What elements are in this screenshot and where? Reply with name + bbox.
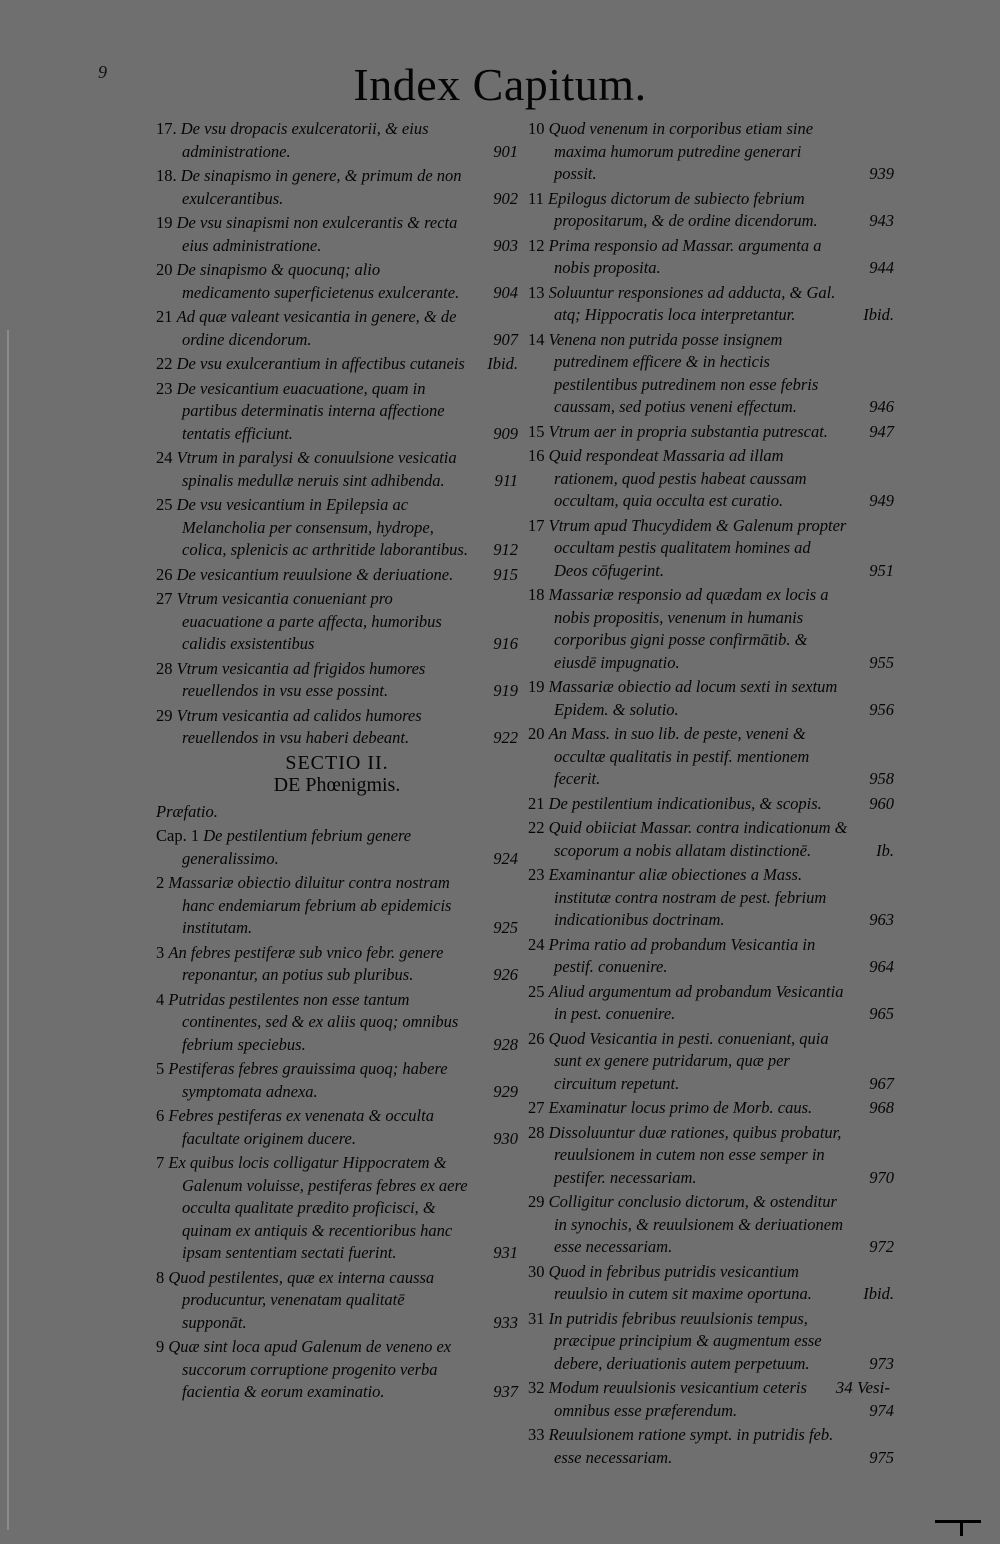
- chapter-number: 32: [528, 1378, 549, 1397]
- chapter-title: Examinantur aliæ obiectiones a Mass. institutæ contra nostram de pest. febrium indicationibus doctrinam.: [548, 865, 827, 929]
- chapter-number: 12: [528, 235, 549, 255]
- chapter-entry: 10 Quod venenum in corporibus etiam sine maxima humorum putredine generari possit. 939: [528, 119, 894, 183]
- chapter-entry: 25 De vsu vesicantium in Epilepsia ac Melancholia per consensum, hydrope, colica, splenicis ac arthritide laborantibus. 912: [156, 495, 518, 559]
- chapter-entry: 12 Prima responsio ad Massar. argumenta a nobis proposita. 944: [528, 235, 894, 277]
- chapter-title: De pestilentium febrium genere generalissimo.: [182, 826, 412, 868]
- chapter-title: Præfatio.: [156, 801, 218, 821]
- chapter-entry: 29 Vtrum vesicantia ad calidos humores reuellendos in vsu haberi debeant. 922: [156, 705, 518, 747]
- chapter-entry: 24 Vtrum in paralysi & conuulsione vesicatia spinalis medullæ neruis sint adhibenda. 911: [156, 448, 518, 490]
- chapter-number: 24: [528, 934, 549, 954]
- chapter-list-section-2: [156, 801, 518, 1404]
- chapter-entry: 24 Prima ratio ad probandum Vesicantia in pestif. conuenire. 964: [528, 934, 894, 976]
- chapter-number: 29: [528, 1192, 549, 1211]
- chapter-entry: 11 Epilogus dictorum de subiecto febrium propositarum, & de ordine dicendorum. 943: [528, 188, 894, 230]
- chapter-entry: Cap. 1 De pestilentium febrium genere generalissimo. 924: [156, 826, 518, 868]
- chapter-entry: 8 Quod pestilentes, quæ ex interna caussa producuntur, venenatam qualitatē supponāt. 933: [156, 1267, 518, 1332]
- chapter-entry: 31 In putridis febribus reuulsionis tempus, præcipue principium & augmentum esse debere, deriuationis autem perpetuum. 973: [528, 1308, 894, 1373]
- chapter-entry: 26 Quod Vesicantia in pesti. conueniant, quia sunt ex genere putridarum, quæ per circuitum repetunt. 967: [528, 1028, 894, 1093]
- chapter-number: 7: [156, 1153, 169, 1172]
- chapter-number: 14: [528, 329, 549, 349]
- chapter-title: Putridas pestilentes non esse tantum continentes, sed & ex aliis quoq; omnibus febrium speciebus.: [168, 989, 459, 1054]
- chapter-entry: 9 Quæ sint loca apud Galenum de veneno ex succorum corruptione progenito verba facientia & eorum examinatio. 937: [156, 1337, 518, 1401]
- right-column: [528, 118, 894, 1471]
- chapter-number: 17.: [156, 119, 181, 138]
- chapter-title: Reuulsionem ratione sympt. in putridis feb. esse necessariam.: [548, 1425, 834, 1467]
- chapter-entry: [528, 1261, 894, 1306]
- folio-mark: 9: [98, 62, 107, 82]
- chapter-entry: 26 De vesicantium reuulsione & deriuatione. 915: [156, 564, 518, 584]
- chapter-list-continued: [528, 118, 894, 1469]
- chapter-number: 9: [156, 1337, 169, 1356]
- chapter-number: 28: [528, 1122, 549, 1142]
- chapter-title: Quid respondeat Massaria ad illam rationem, quod pestis habeat caussam occultam, quia occulta est curatio.: [548, 446, 807, 510]
- chapter-title: Soluuntur responsiones ad adducta, & Gal. atq; Hippocratis loca interpretantur.: [548, 282, 836, 324]
- chapter-number: 6: [156, 1106, 169, 1125]
- chapter-number: 21: [156, 307, 177, 326]
- chapter-title: Vtrum apud Thucydidem & Galenum propter occultam pestis qualitatem homines ad Deos cōfugerint.: [548, 515, 847, 580]
- chapter-title: Quod venenum in corporibus etiam sine maxima humorum putredine generari possit.: [548, 119, 814, 183]
- chapter-entry: 23 Examinantur aliæ obiectiones a Mass. institutæ contra nostram de pest. febrium indicationibus doctrinam. 963: [528, 865, 894, 929]
- chapter-title: Aliud argumentum ad probandum Vesicantia in pest. conuenire.: [548, 981, 844, 1023]
- chapter-number: 26: [156, 564, 177, 584]
- chapter-entry: 20 De sinapismo & quocunq; alio medicamento superficietenus exulcerante. 904: [156, 260, 518, 302]
- chapter-number: 3: [156, 942, 169, 962]
- chapter-title: Ex quibus locis colligatur Hippocratem & Galenum voluisse, pestiferas febres ex aere occulta qualitate prædito proficisci, & quinam ex antiquis & recentioribus hanc ipsam sententiam sectati fuerint.: [168, 1153, 468, 1262]
- chapter-number: 19: [156, 213, 177, 232]
- chapter-title: De vsu exulcerantium in affectibus cutaneis: [176, 354, 465, 373]
- chapter-number: 30: [528, 1261, 549, 1281]
- section-title: SECTIO II.: [285, 751, 389, 774]
- chapter-number: 27: [156, 589, 177, 608]
- chapter-entry: [156, 801, 518, 824]
- chapter-number: 25: [528, 981, 549, 1001]
- page-number: Ibid.: [863, 1284, 894, 1303]
- chapter-entry: 17. De vsu dropacis exulceratorii, & eius administratione. 901: [156, 119, 518, 161]
- chapter-number: 16: [528, 446, 549, 465]
- chapter-entry: 22 Quid obiiciat Massar. contra indicationum & scoporum a nobis allatam distinctionē. Ib.: [528, 818, 894, 860]
- chapter-entry: 28 Vtrum vesicantia ad frigidos humores reuellendos in vsu esse possint. 919: [156, 658, 518, 700]
- chapter-title: An febres pestiferæ sub vnico febr. genere reponantur, an potius sub pluribus.: [168, 942, 444, 984]
- chapter-entry: 3 An febres pestiferæ sub vnico febr. genere reponantur, an potius sub pluribus. 926: [156, 942, 518, 984]
- chapter-number: 18.: [156, 166, 181, 185]
- section-subtitle: DE Phœnigmis.: [273, 774, 401, 796]
- chapter-title: De vesicantium euacuatione, quam in partibus determinatis interna affectione tentatis efficiunt.: [176, 378, 445, 443]
- printer-mark-stem: [960, 1520, 963, 1536]
- chapter-number: Cap. 1: [156, 826, 204, 845]
- chapter-entry: [156, 353, 518, 376]
- chapter-entry: 7 Ex quibus locis colligatur Hippocratem & Galenum voluisse, pestiferas febres ex aere occulta qualitate prædito proficisci, & quinam ex antiquis & recentioribus hanc ipsam sententiam sectati fuerint. 931: [156, 1153, 518, 1262]
- chapter-title: Quod in febribus putridis vesicantium reuulsio in cutem sit maxime oportuna.: [548, 1261, 812, 1303]
- chapter-title: Epilogus dictorum de subiecto febrium propositarum, & de ordine dicendorum.: [548, 188, 818, 230]
- chapter-number: 2: [156, 873, 169, 892]
- chapter-entry: 16 Quid respondeat Massaria ad illam rationem, quod pestis habeat caussam occultam, quia occulta est curatio. 949: [528, 446, 894, 510]
- chapter-entry: 21 De pestilentium indicationibus, & scopis. 960: [528, 793, 894, 813]
- chapter-title: De vsu sinapismi non exulcerantis & recta eius administratione.: [176, 213, 458, 255]
- chapter-title: Quod Vesicantia in pesti. conueniant, quia sunt ex genere putridarum, quæ per circuitum repetunt.: [548, 1028, 829, 1093]
- chapter-number: 20: [528, 724, 549, 743]
- chapter-title: Massariæ responsio ad quædam ex locis a nobis propositis, venenum in humanis corporibus gigni posse confirmātib. & eiusdē impugnatio.: [548, 585, 829, 672]
- catchword: 34 Vesi-: [835, 1378, 890, 1397]
- chapter-entry: 18. De sinapismo in genere, & primum de non exulcerantibus. 902: [156, 166, 518, 208]
- chapter-title: In putridis febribus reuulsionis tempus, præcipue principium & augmentum esse debere, deriuationis autem perpetuum.: [548, 1308, 822, 1373]
- page-heading: Index Capitum.: [353, 59, 647, 110]
- chapter-number: 22: [156, 354, 177, 373]
- chapter-number: 29: [156, 705, 177, 725]
- chapter-entry: 20 An Mass. in suo lib. de peste, veneni & occultæ qualitatis in pestif. mentionem fecerit. 958: [528, 724, 894, 788]
- page-number: Ibid.: [863, 305, 894, 324]
- chapter-title: Quod pestilentes, quæ ex interna caussa producuntur, venenatam qualitatē supponāt.: [168, 1267, 435, 1332]
- chapter-title: Vtrum aer in propria substantia putrescat.: [548, 421, 828, 441]
- chapter-number: 23: [528, 865, 549, 884]
- chapter-title: De vesicantium reuulsione & deriuatione.: [176, 564, 454, 584]
- chapter-number: 27: [528, 1098, 549, 1117]
- chapter-title: Massariæ obiectio diluitur contra nostram hanc endemiarum febrium ab epidemicis institutam.: [168, 873, 452, 937]
- chapter-number: 24: [156, 448, 177, 467]
- chapter-entry: 17 Vtrum apud Thucydidem & Galenum propter occultam pestis qualitatem homines ad Deos cōfugerint. 951: [528, 515, 894, 580]
- chapter-number: 4: [156, 989, 169, 1009]
- chapter-entry: 4 Putridas pestilentes non esse tantum continentes, sed & ex aliis quoq; omnibus febrium speciebus. 928: [156, 989, 518, 1054]
- chapter-number: 10: [528, 119, 549, 138]
- chapter-title: Modum reuulsionis vesicantium ceteris omnibus esse præferendum.: [548, 1378, 807, 1420]
- chapter-title: De vsu dropacis exulceratorii, & eius administratione.: [180, 119, 429, 161]
- chapter-title: Prima ratio ad probandum Vesicantia in pestif. conuenire.: [548, 934, 816, 976]
- chapter-entry: 19 Massariæ obiectio ad locum sexti in sextum Epidem. & solutio. 956: [528, 677, 894, 719]
- chapter-list-section-1: [156, 118, 518, 750]
- chapter-number: 31: [528, 1308, 549, 1328]
- chapter-number: 18: [528, 585, 549, 604]
- chapter-entry: 5 Pestiferas febres grauissima quoq; habere symptomata adnexa. 929: [156, 1059, 518, 1101]
- chapter-title: Prima responsio ad Massar. argumenta a nobis proposita.: [548, 235, 822, 277]
- chapter-title: Colligitur conclusio dictorum, & ostenditur in synochis, & reuulsionem & deriuationem esse necessariam.: [548, 1192, 844, 1256]
- chapter-number: 21: [528, 793, 549, 813]
- chapter-entry: 2 Massariæ obiectio diluitur contra nostram hanc endemiarum febrium ab epidemicis institutam. 925: [156, 873, 518, 937]
- chapter-number: 28: [156, 658, 177, 678]
- chapter-title: Massariæ obiectio ad locum sexti in sextum Epidem. & solutio.: [548, 677, 838, 719]
- chapter-entry: 14 Venena non putrida posse insignem putredinem efficere & in hecticis pestilentibus putredinem non esse febris caussam, sed potius veneni effectum. 946: [528, 329, 894, 416]
- chapter-number: 13: [528, 282, 549, 302]
- chapter-title: Febres pestiferas ex venenata & occulta facultate originem ducere.: [168, 1106, 434, 1148]
- chapter-number: 17: [528, 515, 549, 535]
- chapter-title: Examinatur locus primo de Morb. caus.: [548, 1098, 813, 1117]
- chapter-entry: 32 Modum reuulsionis vesicantium ceteris omnibus esse præferendum. 974: [528, 1378, 894, 1420]
- chapter-number: 20: [156, 260, 177, 279]
- chapter-entry: 15 Vtrum aer in propria substantia putrescat. 947: [528, 421, 894, 441]
- chapter-title: Venena non putrida posse insignem putredinem efficere & in hecticis pestilentibus putredinem non esse febris caussam, sed potius veneni effectum.: [548, 329, 819, 416]
- chapter-title: De pestilentium indicationibus, & scopis.: [548, 793, 822, 813]
- chapter-entry: 28 Dissoluuntur duæ rationes, quibus probatur, reuulsionem in cutem non esse semper in pestifer. necessariam. 970: [528, 1122, 894, 1187]
- chapter-title: De vsu vesicantium in Epilepsia ac Melancholia per consensum, hydrope, colica, splenicis ac arthritide laborantibus.: [176, 495, 468, 559]
- chapter-entry: 33 Reuulsionem ratione sympt. in putridis feb. esse necessariam. 975: [528, 1425, 894, 1467]
- chapter-entry: 25 Aliud argumentum ad probandum Vesicantia in pest. conuenire. 965: [528, 981, 894, 1023]
- chapter-number: 15: [528, 421, 549, 441]
- chapter-title: Vtrum vesicantia conueniant pro euacuatione a parte affecta, humoribus calidis exsistentibus: [176, 589, 442, 653]
- chapter-number: 22: [528, 818, 549, 837]
- chapter-title: Quid obiiciat Massar. contra indicationum & scoporum a nobis allatam distinctionē.: [548, 818, 848, 860]
- chapter-number: 26: [528, 1028, 549, 1048]
- chapter-number: 23: [156, 378, 177, 398]
- gutter-line: [7, 330, 9, 1530]
- chapter-title: De sinapismo in genere, & primum de non exulcerantibus.: [180, 166, 462, 208]
- chapter-title: Dissoluuntur duæ rationes, quibus probatur, reuulsionem in cutem non esse semper in pestifer. necessariam.: [548, 1122, 842, 1187]
- chapter-title: Quæ sint loca apud Galenum de veneno ex succorum corruptione progenito verba facientia & eorum examinatio.: [168, 1337, 452, 1401]
- chapter-entry: 19 De vsu sinapismi non exulcerantis & recta eius administratione. 903: [156, 213, 518, 255]
- chapter-entry: 27 Vtrum vesicantia conueniant pro euacuatione a parte affecta, humoribus calidis exsistentibus 916: [156, 589, 518, 653]
- chapter-number: 33: [528, 1425, 549, 1444]
- chapter-entry: 6 Febres pestiferas ex venenata & occulta facultate originem ducere. 930: [156, 1106, 518, 1148]
- chapter-number: 5: [156, 1059, 169, 1078]
- chapter-entry: 18 Massariæ responsio ad quædam ex locis a nobis propositis, venenum in humanis corporibus gigni posse confirmātib. & eiusdē impugnatio. 955: [528, 585, 894, 672]
- chapter-entry: 27 Examinatur locus primo de Morb. caus. 968: [528, 1098, 894, 1117]
- page-number: Ibid.: [487, 354, 518, 373]
- chapter-title: Ad quæ valeant vesicantia in genere, & de ordine dicendorum.: [176, 307, 457, 349]
- chapter-title: Vtrum in paralysi & conuulsione vesicatia spinalis medullæ neruis sint adhibenda.: [176, 448, 457, 490]
- chapter-entry: [528, 282, 894, 327]
- chapter-title: De sinapismo & quocunq; alio medicamento superficietenus exulcerante.: [176, 260, 460, 302]
- chapter-title: Pestiferas febres grauissima quoq; habere symptomata adnexa.: [168, 1059, 448, 1101]
- chapter-entry: 21 Ad quæ valeant vesicantia in genere, & de ordine dicendorum. 907: [156, 307, 518, 349]
- chapter-title: Vtrum vesicantia ad calidos humores reuellendos in vsu haberi debeant.: [176, 705, 422, 747]
- chapter-number: 11: [528, 188, 549, 208]
- printer-mark: [935, 1520, 981, 1523]
- left-column: [156, 118, 518, 1406]
- chapter-entry: 29 Colligitur conclusio dictorum, & ostenditur in synochis, & reuulsionem & deriuationem esse necessariam. 972: [528, 1192, 894, 1256]
- chapter-title: An Mass. in suo lib. de peste, veneni & occultæ qualitatis in pestif. mentionem fecerit.: [548, 724, 810, 788]
- chapter-number: 19: [528, 677, 549, 696]
- chapter-title: Vtrum vesicantia ad frigidos humores reuellendos in vsu esse possint.: [176, 658, 426, 700]
- chapter-number: 8: [156, 1267, 169, 1287]
- chapter-number: 25: [156, 495, 177, 514]
- chapter-entry: 23 De vesicantium euacuatione, quam in partibus determinatis interna affectione tentatis efficiunt. 909: [156, 378, 518, 443]
